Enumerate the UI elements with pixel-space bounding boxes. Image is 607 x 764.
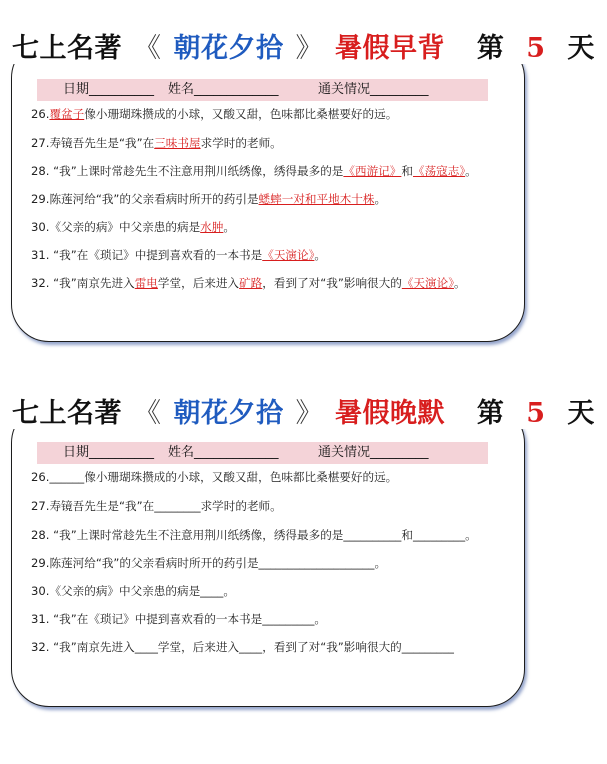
name-field[interactable]: 姓名_____________ xyxy=(168,82,279,97)
title-day-number: 5 xyxy=(520,398,551,429)
status-field[interactable]: 通关情况_________ xyxy=(318,82,429,97)
title-prefix: 七上名著 xyxy=(6,398,128,429)
blank-question-29[interactable]: 29.陈莲河给“我”的父亲看病时所开的药引是____________________。 xyxy=(31,556,387,570)
blank-question-27[interactable]: 27.寿镜吾先生是“我”在________求学时的老师。 xyxy=(31,499,282,513)
card-title-morning xyxy=(0,32,595,66)
blank-question-32[interactable]: 32. “我”南京先进入____学堂，后来进入____，看到了对“我”影响很大的_________ xyxy=(31,640,454,654)
answer: 水肿 xyxy=(200,220,224,234)
title-task: 暑假早背 xyxy=(329,33,451,64)
title-open-bracket: 《 xyxy=(128,33,168,64)
blank-question-26[interactable]: 26.______像小珊瑚珠攒成的小球，又酸又甜，色味都比桑椹要好的远。 xyxy=(31,470,398,484)
question-26: 26.覆盆子像小珊瑚珠攒成的小球，又酸又甜，色味都比桑椹要好的远。 xyxy=(31,107,398,121)
title-day-pre: 第 xyxy=(471,33,511,64)
title-day-number: 5 xyxy=(520,33,551,64)
title-day-pre: 第 xyxy=(471,398,511,429)
answer: 雷电 xyxy=(134,276,158,290)
blank-question-31[interactable]: 31. “我”在《琐记》中提到喜欢看的一本书是_________。 xyxy=(31,612,326,626)
question-30: 30.《父亲的病》中父亲患的病是水肿。 xyxy=(31,220,235,234)
date-field[interactable]: 日期__________ xyxy=(63,445,155,460)
question-29: 29.陈莲河给“我”的父亲看病时所开的药引是蟋蟀一对和平地木十株。 xyxy=(31,192,387,206)
title-day-post: 天 xyxy=(561,398,601,429)
blank-question-30[interactable]: 30.《父亲的病》中父亲患的病是____。 xyxy=(31,584,235,598)
answer: 三味书屋 xyxy=(154,136,201,150)
answer: 《天演论》 xyxy=(262,248,315,262)
question-28: 28. “我”上课时常趁先生不注意用荆川纸绣像，绣得最多的是《西游记》和《荡寇志》。 xyxy=(31,164,477,178)
title-prefix: 七上名著 xyxy=(6,33,128,64)
blank-question-28[interactable]: 28. “我”上课时常趁先生不注意用荆川纸绣像，绣得最多的是__________和_________。 xyxy=(31,528,477,542)
answer: 《西游记》 xyxy=(343,164,402,178)
question-31: 31. “我”在《琐记》中提到喜欢看的一本书是《天演论》。 xyxy=(31,248,327,262)
status-field[interactable]: 通关情况_________ xyxy=(318,445,429,460)
title-close-bracket: 》 xyxy=(290,398,330,429)
question-32: 32. “我”南京先进入雷电学堂，后来进入矿路，看到了对“我”影响很大的《天演论》。 xyxy=(31,276,466,290)
info-bar-morning xyxy=(37,79,488,101)
title-book: 朝花夕拾 xyxy=(168,33,290,64)
answer: 《天演论》 xyxy=(401,276,454,290)
answer: 覆盆子 xyxy=(49,107,85,121)
title-task: 暑假晚默 xyxy=(329,398,451,429)
title-open-bracket: 《 xyxy=(128,398,168,429)
title-close-bracket: 》 xyxy=(290,33,330,64)
answer: 蟋蟀一对和平地木十株 xyxy=(258,192,375,206)
name-field[interactable]: 姓名_____________ xyxy=(168,445,279,460)
question-27: 27.寿镜吾先生是“我”在三味书屋求学时的老师。 xyxy=(31,136,282,150)
info-bar-evening xyxy=(37,442,488,464)
card-title-evening xyxy=(0,397,595,431)
answer: 矿路 xyxy=(239,276,263,290)
title-book: 朝花夕拾 xyxy=(168,398,290,429)
title-day-post: 天 xyxy=(561,33,601,64)
date-field[interactable]: 日期__________ xyxy=(63,82,155,97)
answer: 《荡寇志》 xyxy=(412,164,466,178)
